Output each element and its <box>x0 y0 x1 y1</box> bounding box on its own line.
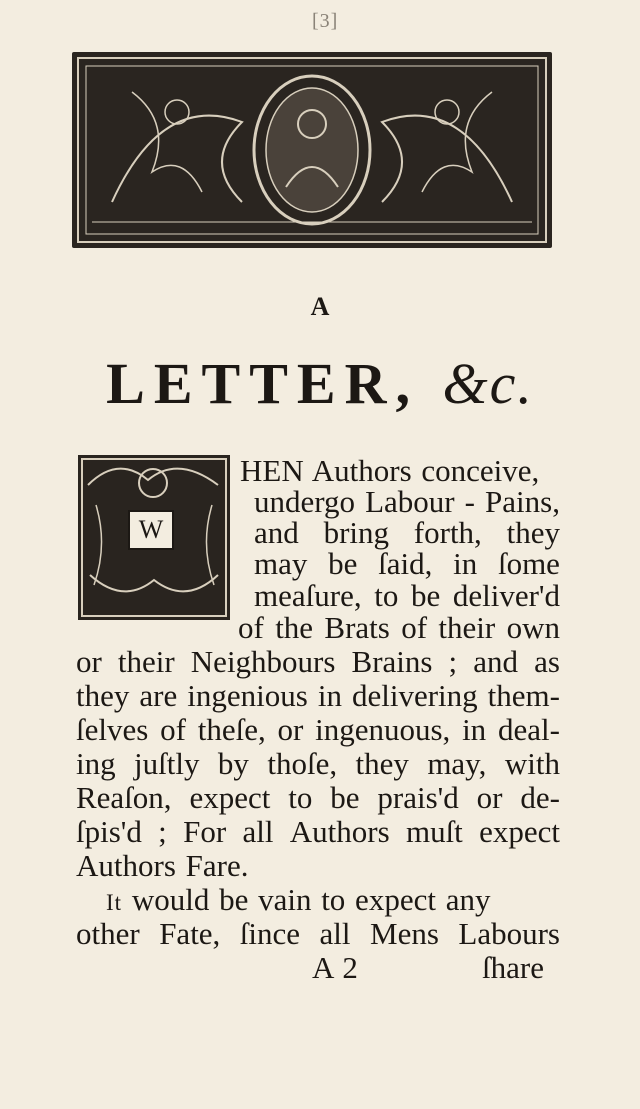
word: For <box>183 814 227 849</box>
word: as <box>534 644 560 679</box>
word: Neighbours <box>190 644 336 679</box>
word: Brains <box>351 644 433 679</box>
word: meaſure, <box>254 578 362 613</box>
text-line-rest: would be vain to expect any <box>131 882 491 917</box>
word: to <box>288 780 313 815</box>
word: ſince <box>239 916 301 951</box>
catchword: ſhare <box>482 950 544 985</box>
page-number-mark: [3] <box>312 10 339 32</box>
word: - <box>464 484 475 519</box>
drop-cap-letter: W <box>128 510 174 550</box>
text-line <box>76 782 560 813</box>
text-line <box>76 646 560 677</box>
word: ing <box>76 746 116 781</box>
word: prais'd <box>377 780 459 815</box>
word: Fate, <box>159 916 221 951</box>
word: bring <box>323 515 389 550</box>
word: of <box>238 610 264 645</box>
word: and <box>473 644 519 679</box>
text-line <box>254 580 560 611</box>
word: and <box>254 515 299 550</box>
word: Labour <box>365 484 455 519</box>
ornamental-headpiece <box>72 52 552 248</box>
word: them- <box>487 678 560 713</box>
word: of <box>160 712 186 747</box>
title-article: A <box>310 292 330 321</box>
text-line <box>106 884 560 915</box>
text-line <box>254 548 560 579</box>
word: undergo <box>254 484 356 519</box>
word: Mens <box>370 916 439 951</box>
word: may <box>254 546 308 581</box>
word: own <box>506 610 560 645</box>
text-line <box>238 612 560 643</box>
word: ingenious <box>187 678 308 713</box>
text-line <box>76 748 560 779</box>
word: are <box>139 678 178 713</box>
word: ; <box>448 644 458 679</box>
word: deal- <box>497 712 560 747</box>
word: expect <box>479 814 560 849</box>
text-line <box>76 714 560 745</box>
word: they <box>355 746 409 781</box>
title-suffix: &c. <box>442 351 534 416</box>
word: in <box>317 678 342 713</box>
text-line <box>76 680 560 711</box>
word: thoſe, <box>267 746 338 781</box>
word: or <box>277 712 304 747</box>
word: they <box>506 515 560 550</box>
text-line: Authors Fare. <box>76 848 249 883</box>
word: the <box>275 610 314 645</box>
word: theſe, <box>197 712 266 747</box>
word: Pains, <box>485 484 560 519</box>
word: be <box>410 578 441 613</box>
small-caps-opening: It <box>106 890 123 915</box>
word: ſelves <box>76 712 149 747</box>
word: ingenuous, <box>315 712 451 747</box>
word: Brats <box>324 610 390 645</box>
word: de- <box>520 780 560 815</box>
word: may, <box>427 746 487 781</box>
word: forth, <box>413 515 482 550</box>
text-line <box>254 486 560 517</box>
word: they <box>76 678 130 713</box>
word: their <box>117 644 175 679</box>
word: juſtly <box>134 746 200 781</box>
word: ; <box>158 814 167 849</box>
signature-mark: A 2 <box>312 950 358 985</box>
word: in <box>453 546 478 581</box>
word: other <box>76 916 140 951</box>
word: or <box>476 780 503 815</box>
word: delivering <box>351 678 478 713</box>
word: deliver'd <box>452 578 560 613</box>
word: to <box>374 578 399 613</box>
word: ſaid, <box>378 546 433 581</box>
text-line <box>254 517 560 548</box>
word: muſt <box>405 814 463 849</box>
word: ſpis'd <box>76 814 142 849</box>
word: expect <box>189 780 271 815</box>
word: be <box>328 546 358 581</box>
word: their <box>438 610 496 645</box>
text-line <box>76 816 560 847</box>
word: by <box>217 746 249 781</box>
title-word: LETTER, <box>106 351 419 416</box>
text-line <box>76 918 560 949</box>
word: with <box>504 746 560 781</box>
word: of <box>401 610 428 645</box>
word: Authors <box>289 814 390 849</box>
page-title <box>0 350 640 417</box>
word: in <box>462 712 487 747</box>
word: be <box>330 780 360 815</box>
word: all <box>242 814 274 849</box>
word: or <box>76 644 102 679</box>
text-line: HEN Authors conceive, <box>240 453 540 488</box>
word: ſome <box>497 546 560 581</box>
decorated-initial <box>78 455 230 620</box>
word: Labours <box>458 916 560 951</box>
word: Reaſon, <box>76 780 172 815</box>
word: all <box>319 916 351 951</box>
